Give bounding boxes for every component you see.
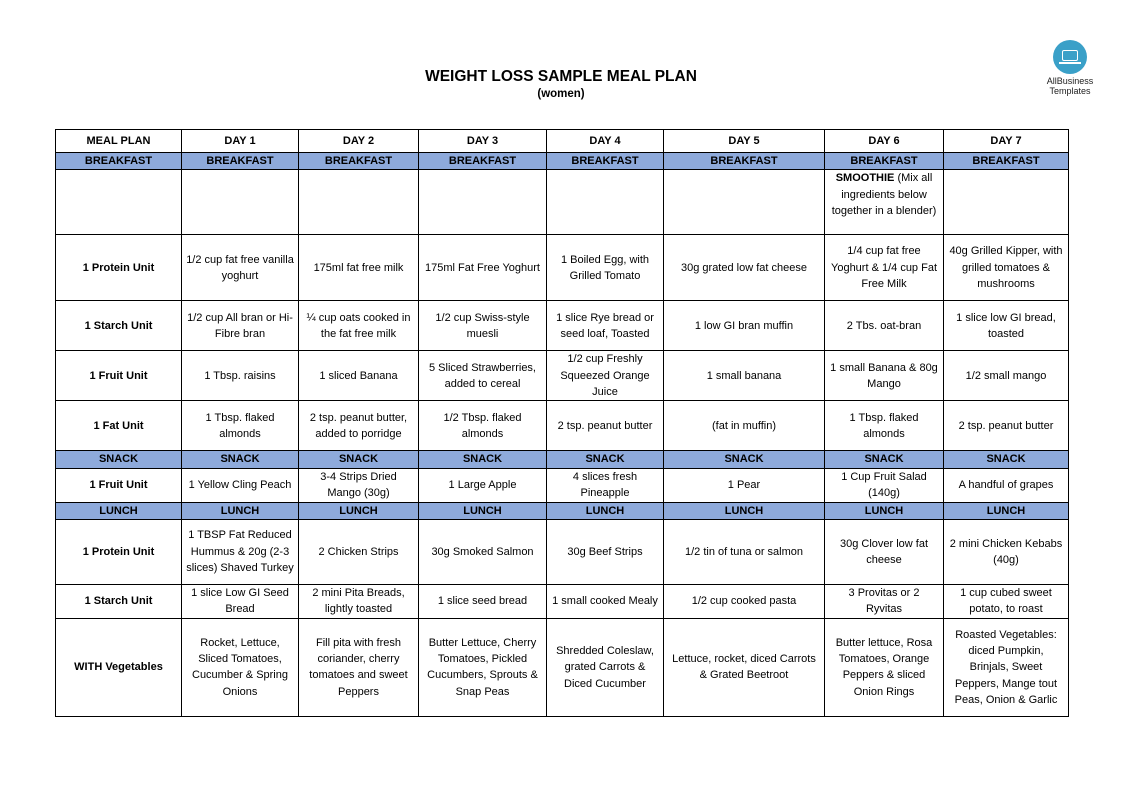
- table-cell: 1 cup cubed sweet potato, to roast: [944, 584, 1069, 618]
- table-cell: 1 small cooked Mealy: [547, 584, 664, 618]
- header-row: [56, 130, 1069, 153]
- section-row-breakfast: [56, 153, 1069, 170]
- table-row: [56, 618, 1069, 716]
- table-cell: A handful of grapes: [944, 468, 1069, 502]
- table-cell: 30g Clover low fat cheese: [825, 519, 944, 584]
- table-cell: SNACK: [419, 451, 547, 468]
- table-cell: MEAL PLAN: [56, 130, 182, 153]
- section-row-snack: [56, 451, 1069, 468]
- table-cell: 1 Tbsp. flaked almonds: [825, 401, 944, 451]
- smoothie-row: [56, 170, 1069, 235]
- empty-cell: [419, 170, 547, 235]
- table-cell: SNACK: [299, 451, 419, 468]
- table-cell: 2 mini Chicken Kebabs (40g): [944, 519, 1069, 584]
- table-cell: 175ml fat free milk: [299, 235, 419, 301]
- laptop-icon: [1053, 40, 1087, 74]
- table-cell: Rocket, Lettuce, Sliced Tomatoes, Cucumber & Spring Onions: [182, 618, 299, 716]
- table-cell: 1 small Banana & 80g Mango: [825, 351, 944, 401]
- logo-line-2: Templates: [1049, 86, 1091, 96]
- table-cell: 5 Sliced Strawberries, added to cereal: [419, 351, 547, 401]
- table-cell: 1 Yellow Cling Peach: [182, 468, 299, 502]
- logo-line-1: AllBusiness: [1046, 76, 1094, 86]
- table-cell: SNACK: [56, 451, 182, 468]
- row-label: WITH Vegetables: [56, 618, 182, 716]
- table-cell: 1/2 cup cooked pasta: [664, 584, 825, 618]
- table-cell: 2 tsp. peanut butter, added to porridge: [299, 401, 419, 451]
- table-cell: 1 Tbsp. flaked almonds: [182, 401, 299, 451]
- table-cell: Fill pita with fresh coriander, cherry tomatoes and sweet Peppers: [299, 618, 419, 716]
- table-cell: BREAKFAST: [299, 153, 419, 170]
- table-cell: 30g grated low fat cheese: [664, 235, 825, 301]
- table-cell: BREAKFAST: [419, 153, 547, 170]
- page-subtitle: (women): [537, 88, 585, 100]
- table-cell: 2 Chicken Strips: [299, 519, 419, 584]
- table-cell: 1 slice Low GI Seed Bread: [182, 584, 299, 618]
- table-cell: DAY 4: [547, 130, 664, 153]
- table-cell: SNACK: [547, 451, 664, 468]
- table-cell: LUNCH: [547, 502, 664, 519]
- table-cell: 1 TBSP Fat Reduced Hummus & 20g (2-3 slices) Shaved Turkey: [182, 519, 299, 584]
- table-row: [56, 351, 1069, 401]
- table-cell: DAY 3: [419, 130, 547, 153]
- table-cell: 40g Grilled Kipper, with grilled tomatoes & mushrooms: [944, 235, 1069, 301]
- table-cell: LUNCH: [664, 502, 825, 519]
- table-cell: SNACK: [825, 451, 944, 468]
- table-cell: 1 slice Rye bread or seed loaf, Toasted: [547, 301, 664, 351]
- table-cell: BREAKFAST: [944, 153, 1069, 170]
- row-label: 1 Fruit Unit: [56, 468, 182, 502]
- table-cell: 1 slice low GI bread, toasted: [944, 301, 1069, 351]
- table-cell: 2 tsp. peanut butter: [944, 401, 1069, 451]
- row-label: 1 Protein Unit: [56, 519, 182, 584]
- table-cell: DAY 7: [944, 130, 1069, 153]
- table-cell: 3 Provitas or 2 Ryvitas: [825, 584, 944, 618]
- row-label: 1 Starch Unit: [56, 301, 182, 351]
- table-cell: LUNCH: [825, 502, 944, 519]
- table-cell: BREAKFAST: [182, 153, 299, 170]
- table-row: [56, 235, 1069, 301]
- table-cell: 30g Beef Strips: [547, 519, 664, 584]
- table-cell: 1/4 cup fat free Yoghurt & 1/4 cup Fat Free Milk: [825, 235, 944, 301]
- brand-logo: [1034, 40, 1106, 96]
- table-cell: BREAKFAST: [56, 153, 182, 170]
- table-cell: Shredded Coleslaw, grated Carrots & Diced Cucumber: [547, 618, 664, 716]
- row-label: 1 Protein Unit: [56, 235, 182, 301]
- table-cell: Butter lettuce, Rosa Tomatoes, Orange Peppers & sliced Onion Rings: [825, 618, 944, 716]
- logo-text: [1034, 76, 1106, 96]
- row-label: 1 Fat Unit: [56, 401, 182, 451]
- table-cell: 1/2 cup Swiss-style muesli: [419, 301, 547, 351]
- table-cell: LUNCH: [182, 502, 299, 519]
- table-cell: Lettuce, rocket, diced Carrots & Grated Beetroot: [664, 618, 825, 716]
- table-cell: SNACK: [664, 451, 825, 468]
- table-cell: 1 Cup Fruit Salad (140g): [825, 468, 944, 502]
- table-cell: 1/2 Tbsp. flaked almonds: [419, 401, 547, 451]
- table-cell: 1 Boiled Egg, with Grilled Tomato: [547, 235, 664, 301]
- table-cell: 175ml Fat Free Yoghurt: [419, 235, 547, 301]
- table-cell: (fat in muffin): [664, 401, 825, 451]
- section-row-lunch: [56, 502, 1069, 519]
- table-cell: BREAKFAST: [825, 153, 944, 170]
- empty-cell: [547, 170, 664, 235]
- table-cell: SNACK: [182, 451, 299, 468]
- page-title: WEIGHT LOSS SAMPLE MEAL PLAN: [425, 68, 697, 85]
- table-cell: LUNCH: [299, 502, 419, 519]
- empty-cell: [299, 170, 419, 235]
- table-cell: 1/2 cup Freshly Squeezed Orange Juice: [547, 351, 664, 401]
- table-cell: SNACK: [944, 451, 1069, 468]
- table-cell: 2 mini Pita Breads, lightly toasted: [299, 584, 419, 618]
- table-row: [56, 468, 1069, 502]
- table-cell: 1 slice seed bread: [419, 584, 547, 618]
- table-cell: DAY 2: [299, 130, 419, 153]
- table-cell: 3-4 Strips Dried Mango (30g): [299, 468, 419, 502]
- table-cell: DAY 5: [664, 130, 825, 153]
- table-cell: 1 Pear: [664, 468, 825, 502]
- table-cell: 30g Smoked Salmon: [419, 519, 547, 584]
- table-cell: 1 sliced Banana: [299, 351, 419, 401]
- table-cell: Roasted Vegetables: diced Pumpkin, Brinjals, Sweet Peppers, Mange tout Peas, Onion & Garlic: [944, 618, 1069, 716]
- table-row: [56, 584, 1069, 618]
- smoothie-note: (Mix all ingredients below together in a blender): [831, 172, 937, 217]
- row-label: 1 Fruit Unit: [56, 351, 182, 401]
- table-cell: Butter Lettuce, Cherry Tomatoes, Pickled Cucumbers, Sprouts & Snap Peas: [419, 618, 547, 716]
- table-cell: BREAKFAST: [664, 153, 825, 170]
- table-cell: 1 small banana: [664, 351, 825, 401]
- table-cell: LUNCH: [944, 502, 1069, 519]
- table-row: [56, 401, 1069, 451]
- table-cell: DAY 6: [825, 130, 944, 153]
- table-cell: 1 low GI bran muffin: [664, 301, 825, 351]
- table-cell: 2 Tbs. oat-bran: [825, 301, 944, 351]
- empty-cell: [56, 170, 182, 235]
- table-cell: 1/2 cup fat free vanilla yoghurt: [182, 235, 299, 301]
- smoothie-cell: [825, 170, 944, 235]
- empty-cell: [182, 170, 299, 235]
- table-cell: LUNCH: [419, 502, 547, 519]
- table-cell: DAY 1: [182, 130, 299, 153]
- table-cell: 4 slices fresh Pineapple: [547, 468, 664, 502]
- table-cell: 1/2 cup All bran or Hi-Fibre bran: [182, 301, 299, 351]
- table-cell: 1 Tbsp. raisins: [182, 351, 299, 401]
- table-row: [56, 519, 1069, 584]
- row-label: 1 Starch Unit: [56, 584, 182, 618]
- smoothie-label: SMOOTHIE: [835, 172, 895, 185]
- meal-plan-table: [55, 129, 1069, 717]
- table-cell: BREAKFAST: [547, 153, 664, 170]
- empty-cell: [664, 170, 825, 235]
- table-row: [56, 301, 1069, 351]
- table-cell: ¼ cup oats cooked in the fat free milk: [299, 301, 419, 351]
- table-cell: 1/2 small mango: [944, 351, 1069, 401]
- table-cell: 1/2 tin of tuna or salmon: [664, 519, 825, 584]
- table-cell: LUNCH: [56, 502, 182, 519]
- empty-cell: [944, 170, 1069, 235]
- table-cell: 2 tsp. peanut butter: [547, 401, 664, 451]
- table-cell: 1 Large Apple: [419, 468, 547, 502]
